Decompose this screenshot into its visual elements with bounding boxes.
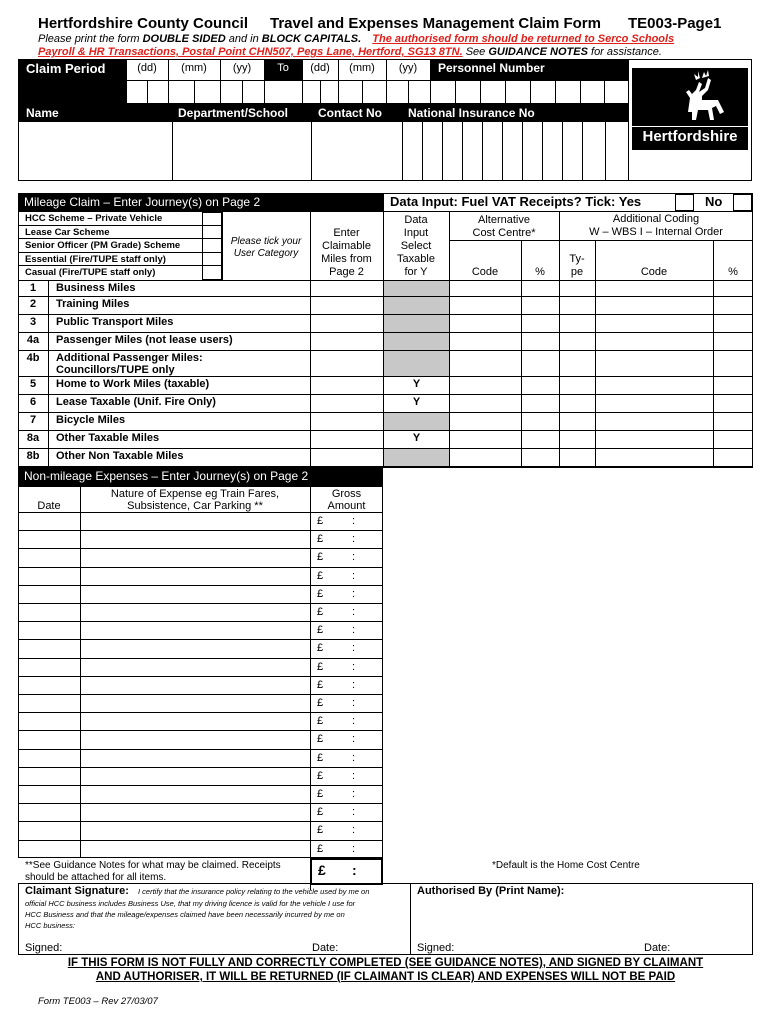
- expense-nature-input[interactable]: [81, 659, 309, 676]
- amount-pound: £: [317, 569, 324, 582]
- amount-pound: £: [317, 660, 324, 673]
- amount-colon: :: [352, 824, 356, 837]
- authoriser-date-label: Date:: [644, 942, 671, 954]
- vat-no-label: No: [705, 194, 723, 209]
- expense-date-input[interactable]: [19, 586, 79, 603]
- taxable-select-cell: [384, 449, 449, 466]
- mileage-row-label: Business Miles: [56, 282, 136, 294]
- form-title-council: Hertfordshire County Council: [38, 15, 249, 32]
- alt-code-input[interactable]: [450, 413, 521, 430]
- claimant-signature-label: Claimant Signature:: [25, 885, 129, 897]
- claimant-signed-label: Signed:: [25, 942, 63, 954]
- ni-label: National Insurance No: [408, 106, 535, 120]
- expense-amount-input[interactable]: [326, 568, 382, 585]
- header-line: Nature of Expense eg Train Fares,: [110, 488, 280, 500]
- header-line: Amount: [327, 500, 366, 512]
- amount-pound: £: [317, 533, 324, 546]
- expense-amount-input[interactable]: [326, 513, 382, 530]
- instruction-text: and in: [225, 33, 262, 45]
- amount-colon: :: [352, 769, 356, 782]
- instruction-text: for assistance.: [587, 46, 662, 58]
- mileage-row-number: 5: [29, 378, 37, 390]
- mileage-row-number: 2: [29, 298, 37, 310]
- taxable-select-cell: [384, 333, 449, 350]
- header-line: Subsistence, Car Parking **: [127, 500, 263, 512]
- expense-nature-input[interactable]: [81, 750, 309, 767]
- add-pct-input[interactable]: [714, 281, 753, 296]
- expense-date-input[interactable]: [19, 531, 79, 548]
- expense-nature-input[interactable]: [81, 731, 309, 748]
- date-dd-label: (dd): [137, 62, 157, 74]
- header-line: Miles from: [321, 253, 372, 265]
- expense-date-input[interactable]: [19, 841, 79, 858]
- header-line: for Y: [404, 266, 428, 278]
- mileage-row-label: Lease Taxable (Unif. Fire Only): [56, 396, 216, 408]
- header-line: Data: [404, 214, 428, 226]
- expense-amount-input[interactable]: [326, 622, 382, 639]
- type-input[interactable]: [560, 395, 595, 412]
- miles-input[interactable]: [311, 377, 382, 394]
- amount-pound: £: [317, 806, 324, 819]
- alt-code-input[interactable]: [450, 297, 521, 314]
- alt-pct-input[interactable]: [522, 449, 559, 466]
- header-line: Enter: [333, 227, 360, 239]
- alt-code-input[interactable]: [450, 431, 521, 448]
- mileage-row-number: 7: [29, 414, 37, 426]
- expense-amount-input[interactable]: [326, 640, 382, 657]
- expense-date-input[interactable]: [19, 568, 79, 585]
- expense-nature-header: [80, 488, 310, 512]
- amount-colon: :: [352, 624, 356, 637]
- alt-code-input[interactable]: [450, 377, 521, 394]
- alt-pct-input[interactable]: [522, 281, 559, 296]
- alt-code-input[interactable]: [450, 395, 521, 412]
- add-pct-input[interactable]: [714, 449, 753, 466]
- alt-pct-input[interactable]: [522, 333, 559, 350]
- add-code-header: Code: [640, 266, 668, 278]
- header-line: Taxable: [397, 253, 435, 265]
- expense-nature-input[interactable]: [81, 604, 309, 621]
- miles-input[interactable]: [311, 315, 382, 332]
- cert-line: official HCC business includes Business Use, that my driving licence is valid for the vehicle I use for: [25, 899, 356, 908]
- expense-date-input[interactable]: [19, 659, 79, 676]
- expense-date-header: Date: [37, 500, 61, 512]
- type-input[interactable]: [560, 431, 595, 448]
- category-label: Casual (Fire/TUPE staff only): [25, 267, 156, 278]
- miles-input[interactable]: [311, 431, 382, 448]
- taxable-select-cell: [384, 351, 449, 376]
- type-input[interactable]: [560, 377, 595, 394]
- alt-cost-centre-header: [449, 214, 559, 240]
- add-pct-input[interactable]: [714, 315, 753, 332]
- form-page-id: TE003-Page1: [628, 15, 722, 32]
- add-code-input[interactable]: [596, 431, 713, 448]
- personnel-number-label: Personnel Number: [438, 61, 545, 75]
- data-input-header: [383, 214, 449, 279]
- expense-nature-input[interactable]: [81, 841, 309, 858]
- mileage-row-label: Public Transport Miles: [56, 316, 174, 328]
- expense-guidance-note: [25, 860, 281, 884]
- total-pound: £: [318, 862, 326, 878]
- amount-colon: :: [352, 678, 356, 691]
- amount-colon: :: [352, 751, 356, 764]
- header-line: Cost Centre*: [472, 227, 536, 239]
- form-revision: Form TE003 – Rev 27/03/07: [38, 996, 158, 1007]
- taxable-y-marker: Y: [412, 432, 421, 444]
- expense-date-input[interactable]: [19, 622, 79, 639]
- mileage-row-number: 8a: [26, 432, 40, 444]
- alt-code-input[interactable]: [450, 281, 521, 296]
- category-label: Lease Car Scheme: [25, 227, 110, 238]
- add-pct-input[interactable]: [714, 333, 753, 350]
- date-mm-label: (mm): [181, 62, 207, 74]
- type-input[interactable]: [560, 315, 595, 332]
- amount-pound: £: [317, 788, 324, 800]
- alt-code-input[interactable]: [450, 333, 521, 350]
- alt-pct-input[interactable]: [522, 315, 559, 332]
- type-input[interactable]: [560, 449, 595, 466]
- expense-amount-input[interactable]: [326, 768, 382, 785]
- expense-date-input[interactable]: [19, 804, 79, 821]
- alt-code-header: Code: [471, 266, 499, 278]
- expense-amount-input[interactable]: [326, 604, 382, 621]
- claimant-date-label: Date:: [312, 942, 339, 954]
- expense-date-input[interactable]: [19, 713, 79, 730]
- mileage-row-label: Home to Work Miles (taxable): [56, 378, 210, 390]
- amount-pound: £: [317, 842, 324, 855]
- amount-colon: :: [352, 697, 356, 709]
- add-code-input[interactable]: [596, 413, 713, 430]
- return-address-text: Payroll & HR Transactions, Postal Point CHN507, Pegs Lane, Hertford, SG13 8TN.: [38, 46, 463, 58]
- amount-colon: :: [352, 606, 356, 618]
- add-code-input[interactable]: [596, 449, 713, 466]
- vat-no-checkbox[interactable]: [733, 194, 752, 211]
- taxable-y-marker: Y: [412, 396, 421, 408]
- expense-nature-input[interactable]: [81, 786, 309, 803]
- expense-amount-input[interactable]: [326, 531, 382, 548]
- type-input[interactable]: [560, 281, 595, 296]
- note-line: should be attached for all items.: [25, 872, 167, 883]
- category-label: Senior Officer (PM Grade) Scheme: [25, 240, 181, 251]
- total-colon: :: [352, 862, 357, 878]
- amount-colon: :: [352, 715, 356, 728]
- mileage-row-number: 8b: [26, 450, 40, 462]
- category-checkbox[interactable]: [202, 212, 222, 226]
- amount-pound: £: [317, 824, 324, 837]
- tick-category-note: Please tick your User Category: [230, 236, 302, 259]
- alt-pct-input[interactable]: [522, 297, 559, 314]
- expense-nature-input[interactable]: [81, 677, 309, 694]
- add-pct-input[interactable]: [714, 413, 753, 430]
- amount-pound: £: [317, 515, 324, 527]
- department-label: Department/School: [178, 106, 289, 120]
- cert-line: HCC business:: [25, 921, 76, 930]
- miles-input[interactable]: [311, 281, 382, 296]
- category-label: Essential (Fire/TUPE staff only): [25, 254, 166, 265]
- add-code-input[interactable]: [596, 333, 713, 350]
- add-pct-header: %: [728, 266, 738, 278]
- add-pct-input[interactable]: [714, 297, 753, 314]
- alt-pct-input[interactable]: [522, 377, 559, 394]
- add-code-input[interactable]: [596, 315, 713, 332]
- expense-date-input[interactable]: [19, 786, 79, 803]
- mileage-row-number: 1: [29, 282, 37, 294]
- instruction-bold: DOUBLE SIDED: [142, 33, 226, 45]
- expense-gross-header: [310, 488, 383, 512]
- mileage-row-number: 6: [29, 396, 37, 408]
- header-line: pe: [570, 266, 584, 278]
- guidance-notes-ref: GUIDANCE NOTES: [488, 46, 588, 58]
- wbs-io-header: W – WBS I – Internal Order: [589, 226, 723, 238]
- expense-nature-input[interactable]: [81, 622, 309, 639]
- additional-coding-header: Additional Coding: [612, 213, 700, 225]
- instruction-text: Please print the form: [38, 33, 143, 45]
- expense-amount-input[interactable]: [326, 713, 382, 730]
- mileage-row-number: 3: [29, 316, 37, 328]
- mileage-row-label: Bicycle Miles: [56, 414, 126, 426]
- amount-pound: £: [317, 697, 324, 709]
- alt-pct-input[interactable]: [522, 395, 559, 412]
- warning-line-1: IF THIS FORM IS NOT FULLY AND CORRECTLY COMPLETED (SEE GUIDANCE NOTES), AND SIGNED BY CLAIMANT: [67, 957, 704, 969]
- alt-code-input[interactable]: [450, 315, 521, 332]
- amount-colon: :: [352, 842, 356, 855]
- cert-line: I certify that the insurance policy relating to the vehicle used by me on: [138, 887, 370, 896]
- expense-nature-input[interactable]: [81, 586, 309, 603]
- expense-amount-input[interactable]: [326, 695, 382, 712]
- expense-nature-input[interactable]: [81, 695, 309, 712]
- taxable-select-cell: [384, 413, 449, 430]
- amount-colon: :: [352, 642, 356, 655]
- mileage-header: Mileage Claim – Enter Journey(s) on Page 2: [24, 195, 261, 209]
- expenses-header: Non-mileage Expenses – Enter Journey(s) on Page 2: [24, 469, 309, 483]
- header-line: Select: [400, 240, 432, 252]
- expense-amount-input[interactable]: [326, 822, 382, 839]
- amount-colon: :: [352, 533, 356, 546]
- add-code-input[interactable]: [596, 395, 713, 412]
- mileage-row-label: Training Miles: [56, 298, 130, 310]
- header-line: Page 2: [329, 266, 364, 278]
- header-line: Claimable: [322, 240, 371, 252]
- expense-date-input[interactable]: [19, 513, 79, 530]
- amount-colon: :: [352, 569, 356, 582]
- category-label: HCC Scheme – Private Vehicle: [25, 213, 163, 224]
- mileage-row-label: Passenger Miles (not lease users): [56, 334, 233, 346]
- category-checkbox[interactable]: [202, 265, 222, 280]
- type-input[interactable]: [560, 297, 595, 314]
- amount-colon: :: [352, 587, 356, 600]
- expense-amount-input[interactable]: [326, 659, 382, 676]
- mileage-row-label: Councillors/TUPE only: [56, 364, 175, 376]
- form-title: Travel and Expenses Management Claim Form: [270, 15, 601, 32]
- authorised-by-label: Authorised By (Print Name):: [417, 885, 565, 897]
- add-pct-input[interactable]: [714, 377, 753, 394]
- mileage-row-label: Other Non Taxable Miles: [56, 450, 184, 462]
- add-code-input[interactable]: [596, 297, 713, 314]
- expense-amount-input[interactable]: [326, 750, 382, 767]
- expense-nature-input[interactable]: [81, 513, 309, 530]
- taxable-select-cell: [384, 315, 449, 332]
- expense-date-input[interactable]: [19, 549, 79, 566]
- date-mm2-label: (mm): [349, 62, 375, 74]
- amount-colon: :: [352, 788, 356, 800]
- expense-date-input[interactable]: [19, 768, 79, 785]
- alt-code-input[interactable]: [450, 449, 521, 466]
- expense-date-input[interactable]: [19, 604, 79, 621]
- add-pct-input[interactable]: [714, 431, 753, 448]
- amount-colon: :: [352, 515, 356, 527]
- amount-pound: £: [317, 715, 324, 728]
- alt-pct-header: %: [535, 266, 545, 278]
- type-input[interactable]: [560, 351, 595, 376]
- amount-colon: :: [352, 551, 356, 564]
- expense-date-input[interactable]: [19, 640, 79, 657]
- amount-pound: £: [317, 751, 324, 764]
- add-pct-input[interactable]: [714, 351, 753, 376]
- name-label: Name: [26, 106, 59, 120]
- category-checkbox[interactable]: [202, 252, 222, 266]
- instruction-line-1: [38, 33, 674, 45]
- expense-amount-input[interactable]: [326, 804, 382, 821]
- contact-label: Contact No: [318, 106, 382, 120]
- add-code-input[interactable]: [596, 377, 713, 394]
- instruction-bold: BLOCK CAPITALS.: [261, 33, 362, 45]
- date-yy2-label: (yy): [398, 62, 418, 74]
- amount-pound: £: [317, 642, 324, 655]
- expense-date-input[interactable]: [19, 677, 79, 694]
- amount-pound: £: [317, 624, 324, 637]
- hertfordshire-logo: [632, 68, 748, 150]
- expense-amount-input[interactable]: [326, 586, 382, 603]
- miles-input[interactable]: [311, 395, 382, 412]
- instruction-line-2: [38, 46, 662, 58]
- vat-yes-checkbox[interactable]: [675, 194, 694, 211]
- expense-date-input[interactable]: [19, 750, 79, 767]
- date-to-label: To: [277, 62, 289, 74]
- add-code-input[interactable]: [596, 351, 713, 376]
- miles-input[interactable]: [311, 297, 382, 314]
- warning-line-2: AND AUTHORISER, IT WILL BE RETURNED (IF CLAIMANT IS CLEAR) AND EXPENSES WILL NOT BE PAID: [95, 971, 676, 983]
- taxable-select-cell: [384, 281, 449, 296]
- expense-nature-input[interactable]: [81, 804, 309, 821]
- hart-logo-icon: [632, 68, 748, 126]
- expense-nature-input[interactable]: [81, 568, 309, 585]
- header-line: Gross: [331, 488, 362, 500]
- amount-pound: £: [317, 587, 324, 600]
- expense-nature-input[interactable]: [81, 822, 309, 839]
- type-input[interactable]: [560, 413, 595, 430]
- amount-colon: :: [352, 660, 356, 673]
- expense-date-input[interactable]: [19, 822, 79, 839]
- miles-input[interactable]: [311, 413, 382, 430]
- expense-nature-input[interactable]: [81, 768, 309, 785]
- cert-line: HCC Business and that the mileage/expenses claimed have been necessarily incurred by me on: [25, 910, 345, 919]
- miles-input[interactable]: [311, 333, 382, 350]
- instruction-text: See: [462, 46, 489, 58]
- alt-pct-input[interactable]: [522, 431, 559, 448]
- amount-colon: :: [352, 733, 356, 746]
- alt-pct-input[interactable]: [522, 351, 559, 376]
- type-header: [559, 253, 595, 279]
- return-address-text: The authorised form should be returned to Serco Schools: [372, 33, 675, 45]
- category-checkbox[interactable]: [202, 225, 222, 239]
- date-dd2-label: (dd): [310, 62, 330, 74]
- mileage-row-number: 4a: [26, 334, 40, 346]
- expense-amount-input[interactable]: [326, 677, 382, 694]
- expense-date-input[interactable]: [19, 731, 79, 748]
- note-line: **See Guidance Notes for what may be claimed. Receipts: [25, 860, 281, 871]
- taxable-y-marker: Y: [412, 378, 421, 390]
- logo-wordmark: Hertfordshire: [632, 126, 748, 145]
- amount-pound: £: [317, 733, 324, 746]
- header-line: Alternative: [478, 214, 530, 226]
- amount-pound: £: [317, 606, 324, 618]
- header-line: Input: [403, 227, 429, 239]
- claim-period-label: Claim Period: [26, 61, 106, 76]
- enter-miles-header: [310, 227, 383, 279]
- miles-input[interactable]: [311, 449, 382, 466]
- expense-amount-input[interactable]: [326, 786, 382, 803]
- expense-amount-input[interactable]: [326, 549, 382, 566]
- vat-receipt-question: Data Input: Fuel VAT Receipts? Tick: Yes: [390, 194, 642, 209]
- amount-pound: £: [317, 678, 324, 691]
- amount-pound: £: [317, 769, 324, 782]
- header-line: Ty-: [569, 253, 585, 265]
- mileage-row-label: Additional Passenger Miles:: [56, 352, 203, 364]
- date-yy-label: (yy): [232, 62, 252, 74]
- expense-amount-input[interactable]: [326, 731, 382, 748]
- expense-amount-input[interactable]: [326, 841, 382, 858]
- expense-nature-input[interactable]: [81, 640, 309, 657]
- expense-nature-input[interactable]: [81, 531, 309, 548]
- taxable-select-cell: [384, 297, 449, 314]
- add-code-input[interactable]: [596, 281, 713, 296]
- miles-input[interactable]: [311, 351, 382, 376]
- default-cost-centre-note: *Default is the Home Cost Centre: [492, 860, 640, 871]
- mileage-row-label: Other Taxable Miles: [56, 432, 160, 444]
- alt-pct-input[interactable]: [522, 413, 559, 430]
- expense-nature-input[interactable]: [81, 549, 309, 566]
- authoriser-signed-label: Signed:: [417, 942, 455, 954]
- alt-code-input[interactable]: [450, 351, 521, 376]
- category-checkbox[interactable]: [202, 238, 222, 253]
- amount-pound: £: [317, 551, 324, 564]
- type-input[interactable]: [560, 333, 595, 350]
- expense-nature-input[interactable]: [81, 713, 309, 730]
- expense-date-input[interactable]: [19, 695, 79, 712]
- mileage-row-number: 4b: [26, 352, 40, 364]
- amount-colon: :: [352, 806, 356, 819]
- add-pct-input[interactable]: [714, 395, 753, 412]
